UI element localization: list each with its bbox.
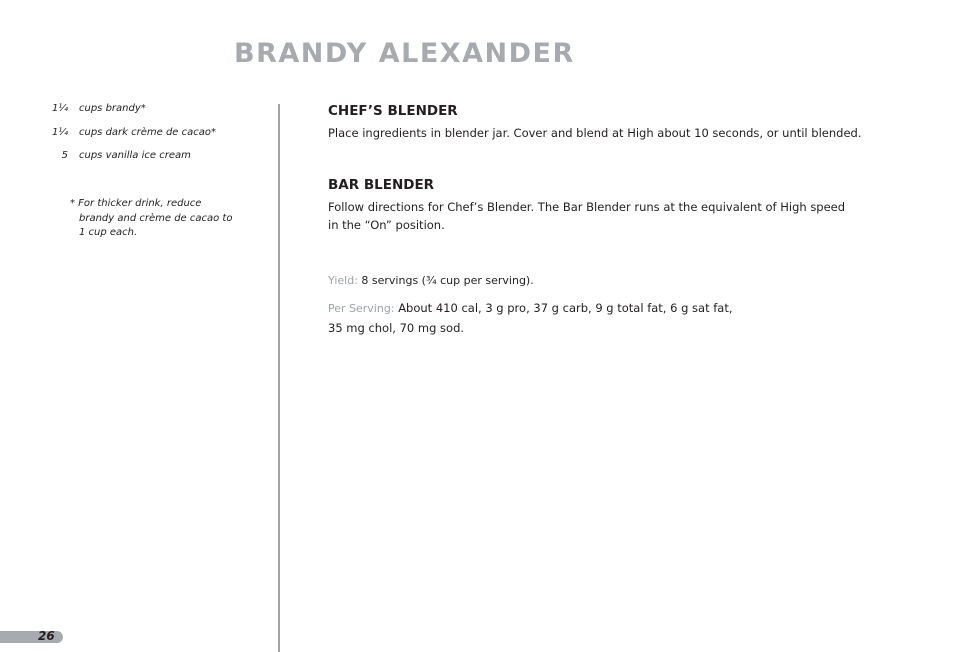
ingredient-quantity: 5 (61, 150, 68, 161)
nutrition-line: 35 mg chol, 70 mg sod. (328, 320, 465, 335)
page-title: BRANDY ALEXANDER (234, 38, 575, 69)
bar-blender-section (328, 176, 848, 234)
ingredient-name: cups brandy* (79, 103, 146, 114)
footnote-line: 1 cup each. (79, 227, 138, 238)
section-heading: CHEF’S BLENDER (328, 103, 458, 119)
ingredient-item (40, 102, 270, 116)
ingredient-quantity: 1¹⁄₄ (51, 126, 68, 138)
ingredient-footnote (70, 197, 260, 241)
footnote-line: * For thicker drink, reduce (70, 198, 202, 209)
section-text: Follow directions for Chef’s Blender. The Bar Blender runs at the equivalent of High speed in the “On” position. (328, 200, 846, 232)
ingredient-item (40, 149, 270, 163)
section-heading: BAR BLENDER (328, 177, 435, 193)
page-number: 26 (38, 629, 55, 643)
yield-info (328, 272, 848, 290)
footnote-line: brandy and crème de cacao to (79, 212, 233, 224)
column-divider (278, 104, 280, 652)
section-text: Place ingredients in blender jar. Cover and blend at High about 10 seconds, or until blended. (328, 126, 862, 140)
ingredient-list (40, 102, 270, 173)
chefs-blender-section (328, 102, 862, 142)
ingredient-name: cups dark crème de cacao* (79, 126, 217, 138)
yield-value: 8 servings (³⁄₄ cup per serving). (361, 274, 534, 287)
ingredient-item (40, 126, 270, 140)
nutrition-info (328, 299, 848, 337)
ingredient-name: cups vanilla ice cream (79, 150, 191, 161)
yield-label: Yield: (328, 274, 358, 287)
ingredient-quantity: 1¹⁄₄ (51, 103, 68, 114)
per-serving-label: Per Serving: (328, 302, 395, 315)
nutrition-line: About 410 cal, 3 g pro, 37 g carb, 9 g total fat, 6 g sat fat, (398, 301, 733, 315)
instructions-column (328, 102, 862, 337)
